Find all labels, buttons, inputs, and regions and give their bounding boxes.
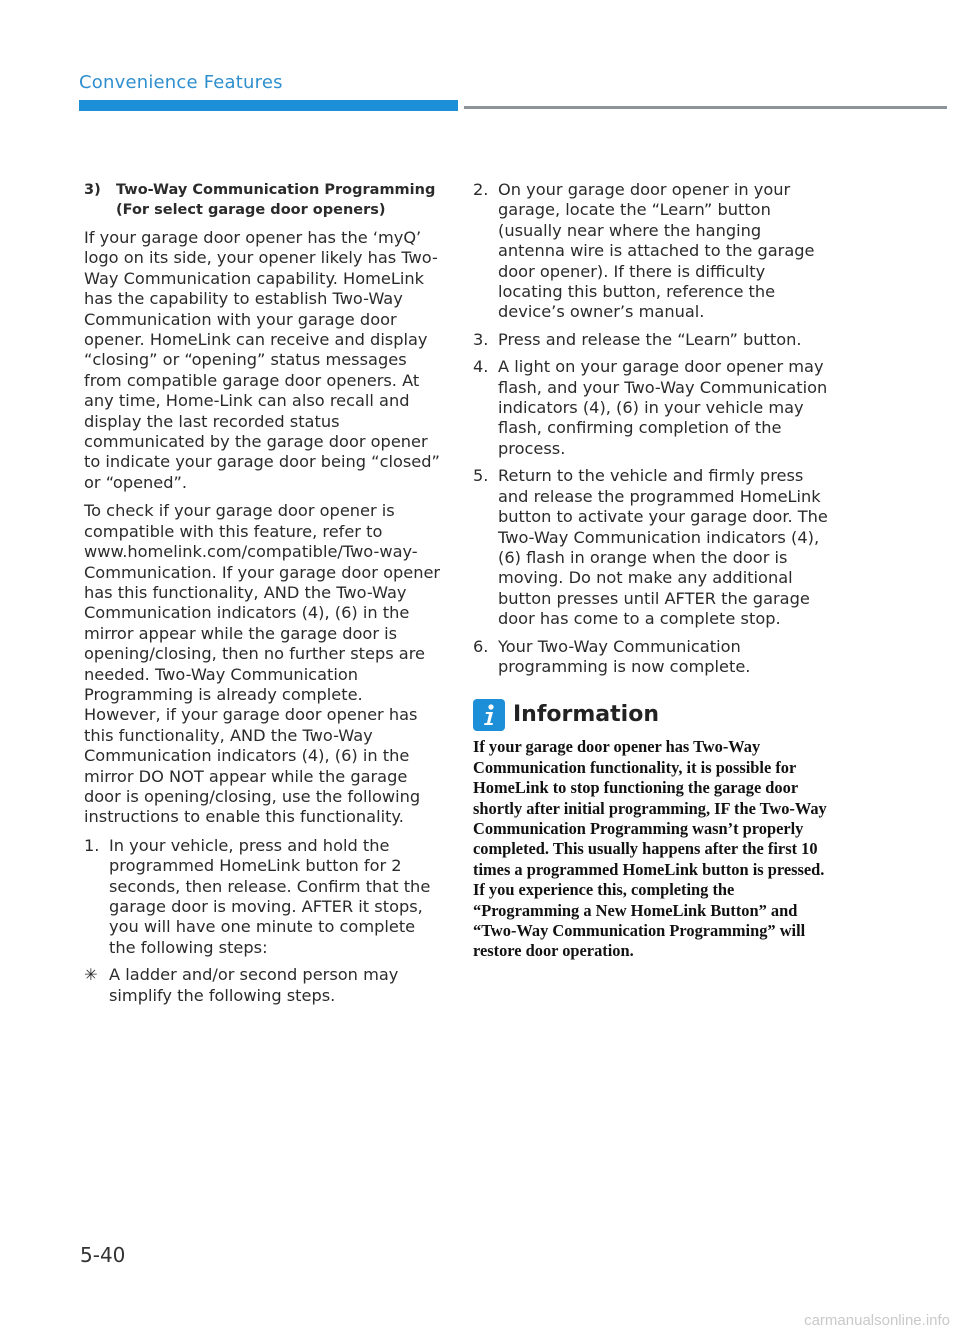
info-icon [473, 699, 505, 731]
left-column [84, 180, 444, 1013]
list-item-text: Return to the vehicle and firmly press and release the programmed HomeLink button to activate your garage door. The Two-Way Communication indicators (4), (6) flash in orange when the door is moving. Do not make any additional button presses until AFTER the garage door has come to a complete stop. [498, 466, 828, 629]
header-rule [464, 106, 947, 109]
list-item [473, 330, 833, 350]
list-item-text: A light on your garage door opener may flash, and your Two-Way Communication indicators (4), (6) in your vehicle may flash, confirming completion of the process. [498, 357, 828, 458]
list-item [473, 637, 833, 678]
list-item [473, 180, 833, 323]
list-item-text: In your vehicle, press and hold the programmed HomeLink button for 2 seconds, then release. Confirm that the garage door is moving. AFTER it stops, you will have one minute to complete the following steps: [109, 835, 431, 957]
intro-paragraph: If your garage door opener has the ‘myQ’ logo on its side, your opener likely has Two-Way Communication capability. HomeLink has the capability to establish Two-Way Communication with your garage door opener. HomeLink can receive and display “closing” or “opening” status messages from compatible garage door openers. At any time, Home-Link can also recall and display the last recorded status communicated by the garage door opener to indicate your garage door being “closed” or “opened”. [84, 228, 440, 492]
note-text: A ladder and/or second person may simplify the following steps. [109, 965, 399, 1005]
list-item [84, 836, 444, 958]
section-header-title: Convenience Features [79, 72, 283, 93]
header-accent-bar [79, 100, 458, 111]
list-item-number: 3. [473, 329, 489, 349]
compatibility-paragraph: To check if your garage door opener is compatible with this feature, refer to www.homelink.com/compatible/Two-way-Communication. If your garage door opener has this functionality, AND the Two-Way Communication indicators (4), (6) in the mirror appear while the garage door is opening/closing, then no further steps are needed. Two-Way Communication Programming is already complete. However, if your garage door opener has this functionality, AND the Two-Way Communication indicators (4), (6) in the mirror DO NOT appear while the garage door is opening/closing, use the following instructions to enable this functionality. [84, 501, 441, 827]
list-item-number: 5. [473, 466, 489, 486]
list-item-number: 2. [473, 180, 489, 199]
note-item [84, 965, 444, 1006]
section-number: 3) [84, 182, 101, 198]
section-heading [84, 180, 444, 220]
page-number: 5-40 [80, 1243, 126, 1267]
information-title: Information [513, 702, 659, 728]
watermark: carmanualsonline.info [804, 1312, 950, 1329]
list-item-text: Press and release the “Learn” button. [498, 329, 802, 349]
information-text: If your garage door opener has Two-Way Communication functionality, it is possible for HomeLink to stop functioning the garage door shortly after initial programming, IF the Two-Way Communication Programming wasn’t properly completed. This usually happens after the first 10 times a programmed HomeLink button is pressed. If you experience this, completing the “Programming a New HomeLink Button” and “Two-Way Communication Programming” will restore door operation. [473, 737, 827, 961]
list-item-number: 4. [473, 357, 489, 377]
list-item-number: 1. [84, 835, 100, 855]
list-item [473, 357, 833, 459]
section-title: Two-Way Communication Programming (For select garage door openers) [116, 182, 436, 218]
right-column [473, 180, 833, 962]
list-item-number: 6. [473, 636, 489, 656]
information-heading [473, 699, 833, 731]
asterisk-icon: ✳ [84, 965, 98, 985]
list-item-text: Your Two-Way Communication programming is now complete. [498, 636, 751, 676]
list-item-text: On your garage door opener in your garage, locate the “Learn” button (usually near where the hanging antenna wire is attached to the garage door opener). If there is difficulty locating this button, reference the device’s owner’s manual. [498, 180, 815, 322]
list-item [473, 466, 833, 629]
